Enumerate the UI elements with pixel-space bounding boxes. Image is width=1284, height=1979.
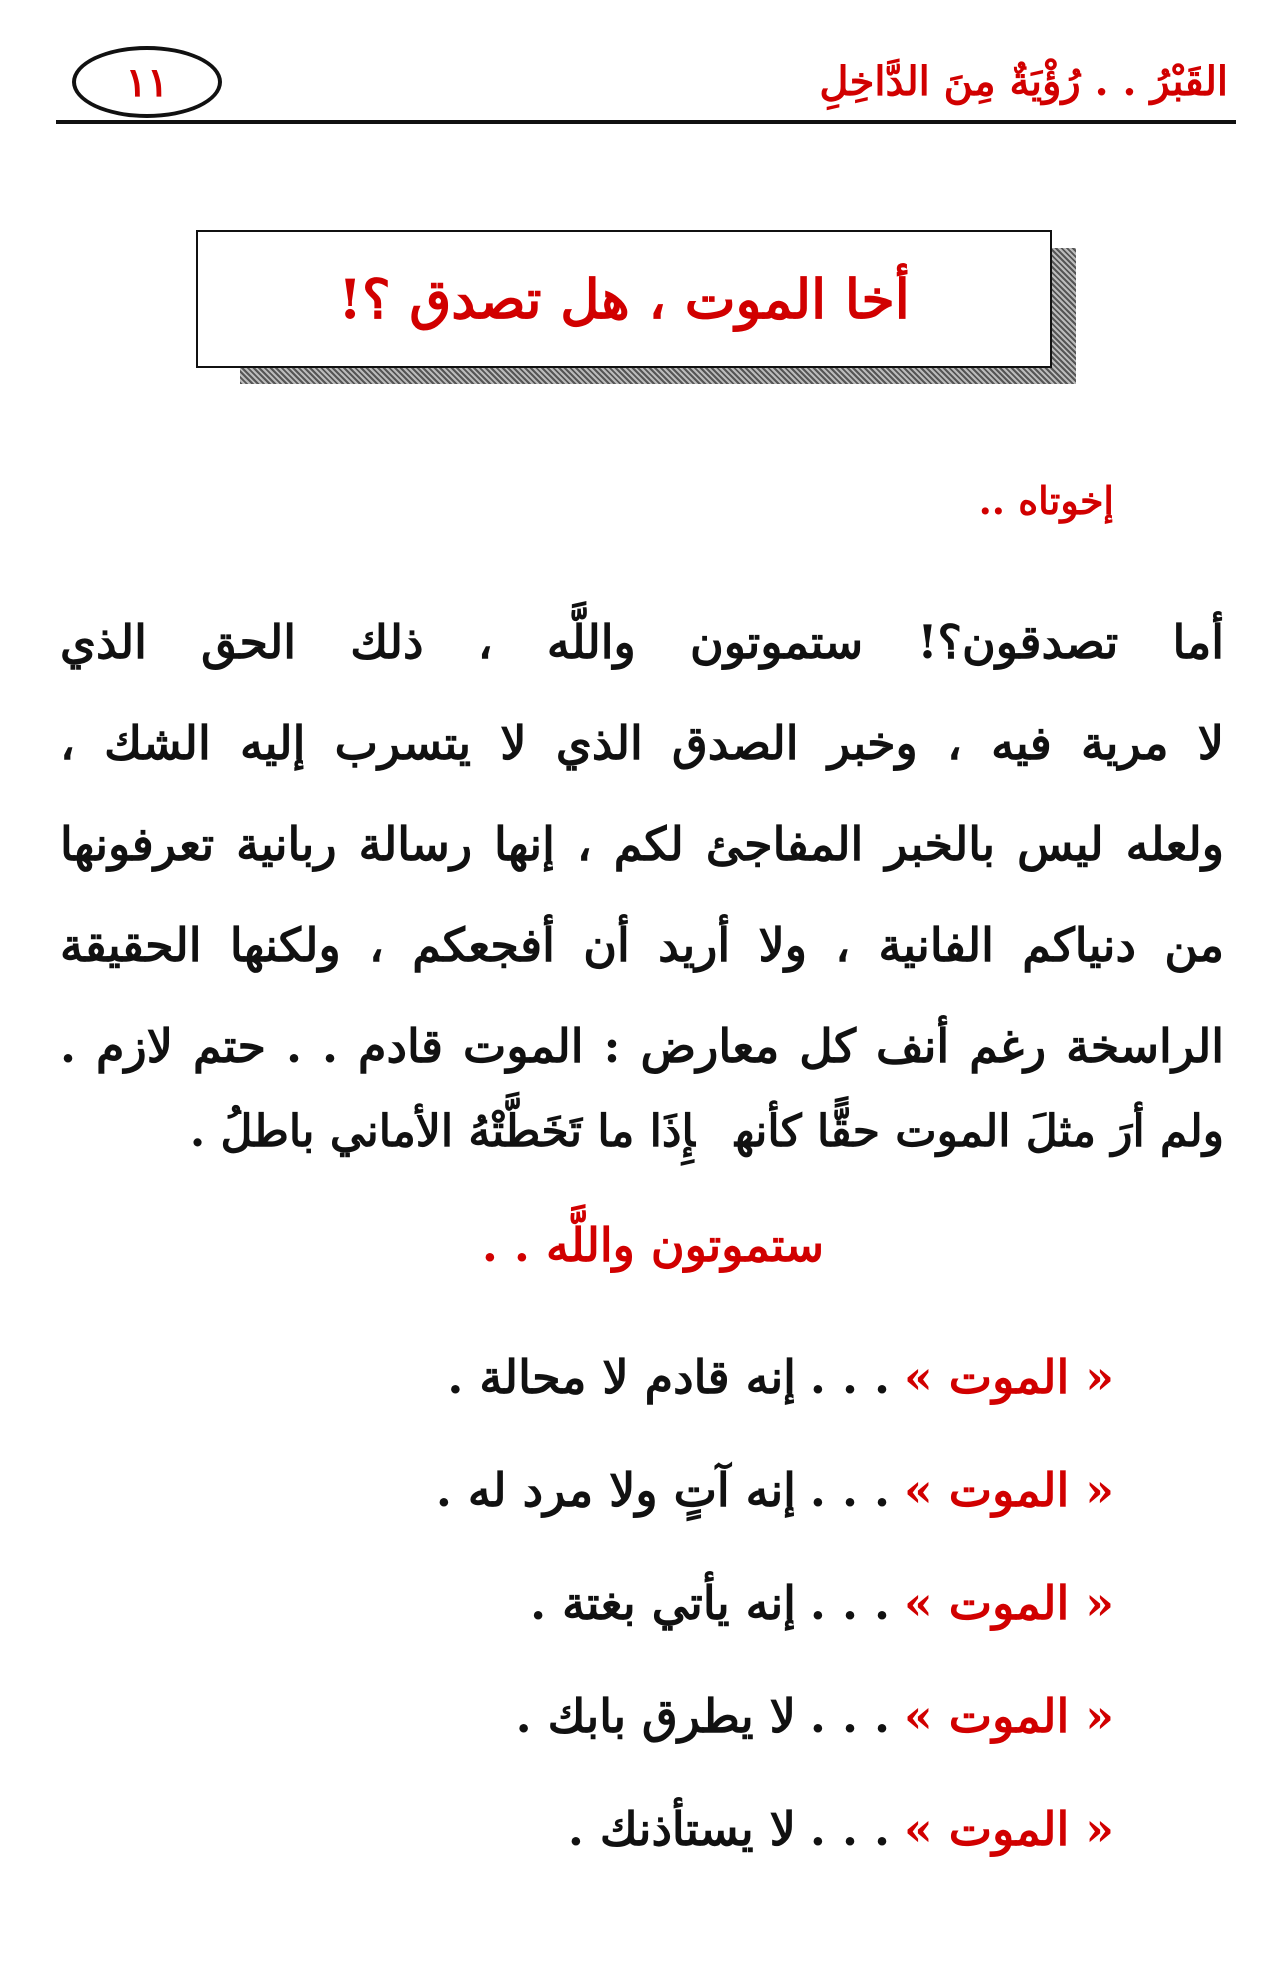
header-rule — [56, 120, 1236, 124]
death-word: « الموت » — [904, 1575, 1114, 1630]
list-item-text: لا يستأذنك . — [567, 1801, 796, 1856]
salutation: إخوتاه .. — [978, 478, 1114, 523]
death-list — [436, 1320, 1114, 1885]
list-item — [436, 1659, 1114, 1772]
list-item — [436, 1433, 1114, 1546]
death-word: « الموت » — [904, 1801, 1114, 1856]
chapter-title: أخا الموت ، هل تصدق ؟! — [338, 267, 910, 331]
page-number-badge — [72, 46, 222, 118]
body-paragraph — [60, 592, 1224, 1097]
death-word: « الموت » — [904, 1462, 1114, 1517]
paragraph-line: الراسخة رغم أنف كل معارض : الموت قادم . . حتم لازم . — [60, 1019, 1224, 1073]
paragraph-line: من دنياكم الفانية ، ولا أريد أن أفجعكم ، ولكنها الحقيقة — [60, 918, 1224, 972]
subheading: ستموتون واللَّه . . — [481, 1218, 824, 1272]
list-item — [436, 1546, 1114, 1659]
list-item — [436, 1772, 1114, 1885]
page-number: ١١ — [125, 58, 169, 106]
death-word: « الموت » — [904, 1688, 1114, 1743]
list-item-text: إنه يأتي بغتة . — [530, 1575, 796, 1630]
verse-first-hemistich: ولم أرَ مثلَ الموت حقًّا كأنه — [734, 1106, 1224, 1157]
ellipsis: . . . — [809, 1688, 890, 1743]
list-item-text: إنه آتٍ ولا مرد له . — [435, 1462, 796, 1517]
ellipsis: . . . — [809, 1349, 890, 1404]
running-title: القَبْرُ . . رُؤْيَةٌ مِنَ الدَّاخِلِ — [819, 58, 1228, 105]
paragraph-line: لا مرية فيه ، وخبر الصدق الذي لا يتسرب إليه الشك ، — [60, 716, 1224, 770]
title-box — [196, 230, 1052, 368]
ellipsis: . . . — [809, 1462, 890, 1517]
list-item-text: لا يطرق بابك . — [515, 1688, 796, 1743]
verse-second-hemistich: إِذَا ما تَخَطَّتْهُ الأماني باطلُ . — [189, 1106, 695, 1157]
poetry-verse — [190, 1106, 1224, 1157]
death-word: « الموت » — [904, 1349, 1114, 1404]
ellipsis: . . . — [809, 1801, 890, 1856]
list-item-text: إنه قادم لا محالة . — [447, 1349, 796, 1404]
list-item — [436, 1320, 1114, 1433]
paragraph-line: ولعله ليس بالخبر المفاجئ لكم ، إنها رسالة ربانية تعرفونها — [60, 817, 1224, 871]
paragraph-line: أما تصدقون؟! ستموتون واللَّه ، ذلك الحق الذي — [60, 615, 1224, 669]
ellipsis: . . . — [809, 1575, 890, 1630]
